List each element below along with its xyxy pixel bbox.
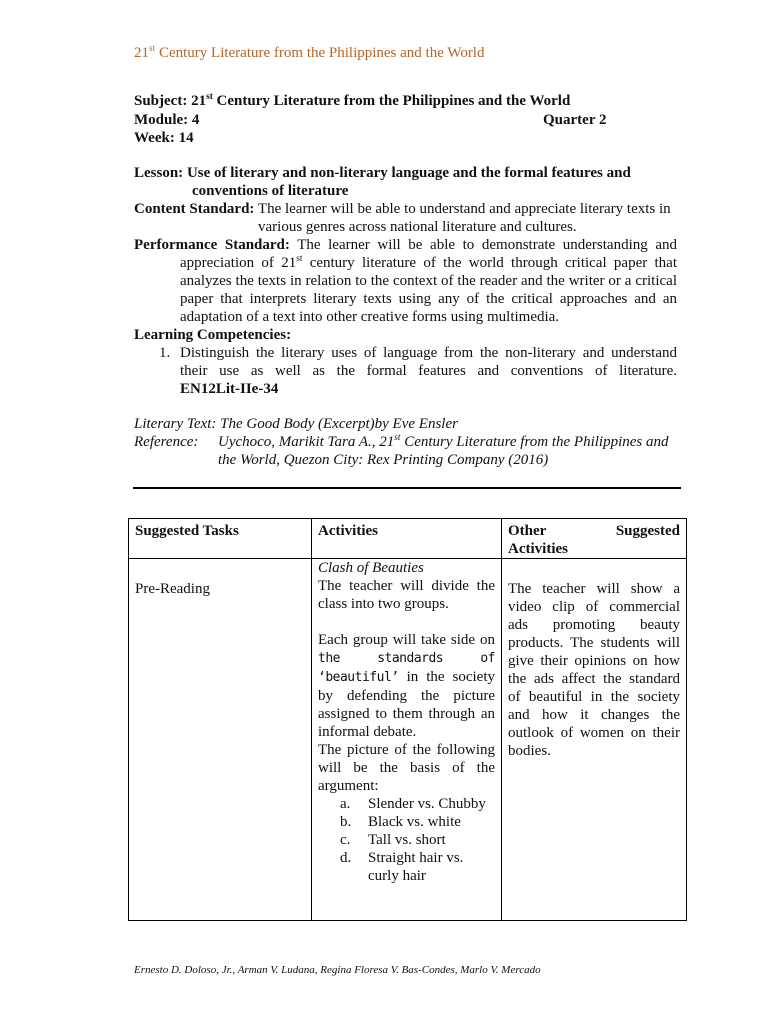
- table-header-row: [129, 519, 687, 559]
- literary-text: Literary Text: The Good Body (Excerpt)by Eve Ensler: [134, 416, 458, 432]
- tasks-table: [128, 518, 687, 921]
- list-item: a. Slender vs. Chubby: [340, 796, 486, 812]
- competency-line-2: their use as well as the formal features and conventions of literature.: [180, 363, 677, 379]
- header-suggested-tasks: Suggested Tasks: [129, 519, 312, 559]
- other-activities-cell: [502, 559, 687, 921]
- activities-cell: [312, 559, 502, 921]
- competency-line-1: Distinguish the literary uses of language from the non-literary and understand: [180, 345, 677, 361]
- performance-standard: Performance Standard: The learner will be able to demonstrate understanding and: [134, 237, 677, 253]
- section-divider: [133, 487, 681, 489]
- header-other-suggested-activities: Other Suggested Activities: [502, 519, 687, 559]
- authors-footer: Ernesto D. Doloso, Jr., Arman V. Ludana, Regina Floresa V. Bas-Condes, Marlo V. Mercado: [134, 964, 541, 976]
- lesson-line-2: conventions of literature: [192, 183, 349, 199]
- performance-standard-line-4: paper that interprets literary texts using any of the critical approaches and an: [180, 291, 677, 307]
- reference-label: Reference:: [134, 434, 199, 450]
- list-item: b. Black vs. white: [340, 814, 461, 830]
- reference-line-2: the World, Quezon City: Rex Printing Company (2016): [218, 452, 549, 468]
- competency-code: EN12Lit-IIe-34: [180, 381, 279, 397]
- activity-paragraph-2: Each group will take side on the standards of ‘beautiful’ in the society by defending the picture assigned to them through an informal debate.: [318, 632, 496, 740]
- activity-paragraph-1: The teacher will divide the class into two groups.: [318, 578, 495, 612]
- reference-line-1: Uychoco, Marikit Tara A., 21st Century Literature from the Philippines and: [218, 433, 669, 450]
- competencies-heading: Learning Competencies:: [134, 327, 292, 343]
- week-line: Week: 14: [134, 130, 194, 146]
- module-line: Module: 4: [134, 112, 200, 128]
- competency-number: 1.: [159, 345, 171, 361]
- quarter-line: Quarter 2: [543, 112, 607, 128]
- activity-paragraph-3: The picture of the following will be the basis of the argument:: [318, 742, 495, 794]
- task-pre-reading: Pre-Reading: [135, 581, 210, 597]
- subject-line: Subject: 21st Century Literature from the Philippines and the World: [134, 92, 571, 109]
- running-header: 21st Century Literature from the Philippines and the World: [134, 44, 485, 61]
- list-item: c. Tall vs. short: [340, 832, 446, 848]
- performance-standard-line-3: analyzes the texts in relation to the context of the reader and the writer or a critical: [180, 273, 677, 289]
- activity-title: Clash of Beauties: [318, 560, 424, 576]
- table-row: [129, 559, 687, 921]
- content-standard: Content Standard: The learner will be able to understand and appreciate literary texts in: [134, 201, 671, 217]
- content-standard-line-2: various genres across national literature and cultures.: [258, 219, 577, 235]
- task-cell: [129, 559, 312, 921]
- comparison-list: [318, 795, 495, 885]
- other-activity-text: The teacher will show a video clip of commercial ads promoting beauty products. The students will give their opinions on how the ads affect the standard of beautiful in the society and how it changes the outlook of women on their bodies.: [508, 581, 680, 759]
- lesson-line: Lesson: Use of literary and non-literary language and the formal features and: [134, 165, 631, 181]
- performance-standard-line-2: appreciation of 21st century literature of the world through critical paper that: [180, 254, 678, 271]
- header-activities: Activities: [312, 519, 502, 559]
- list-item: d. Straight hair vs. curly hair: [340, 850, 464, 884]
- performance-standard-line-5: adaptation of a text into other creative forms using multimedia.: [180, 309, 560, 325]
